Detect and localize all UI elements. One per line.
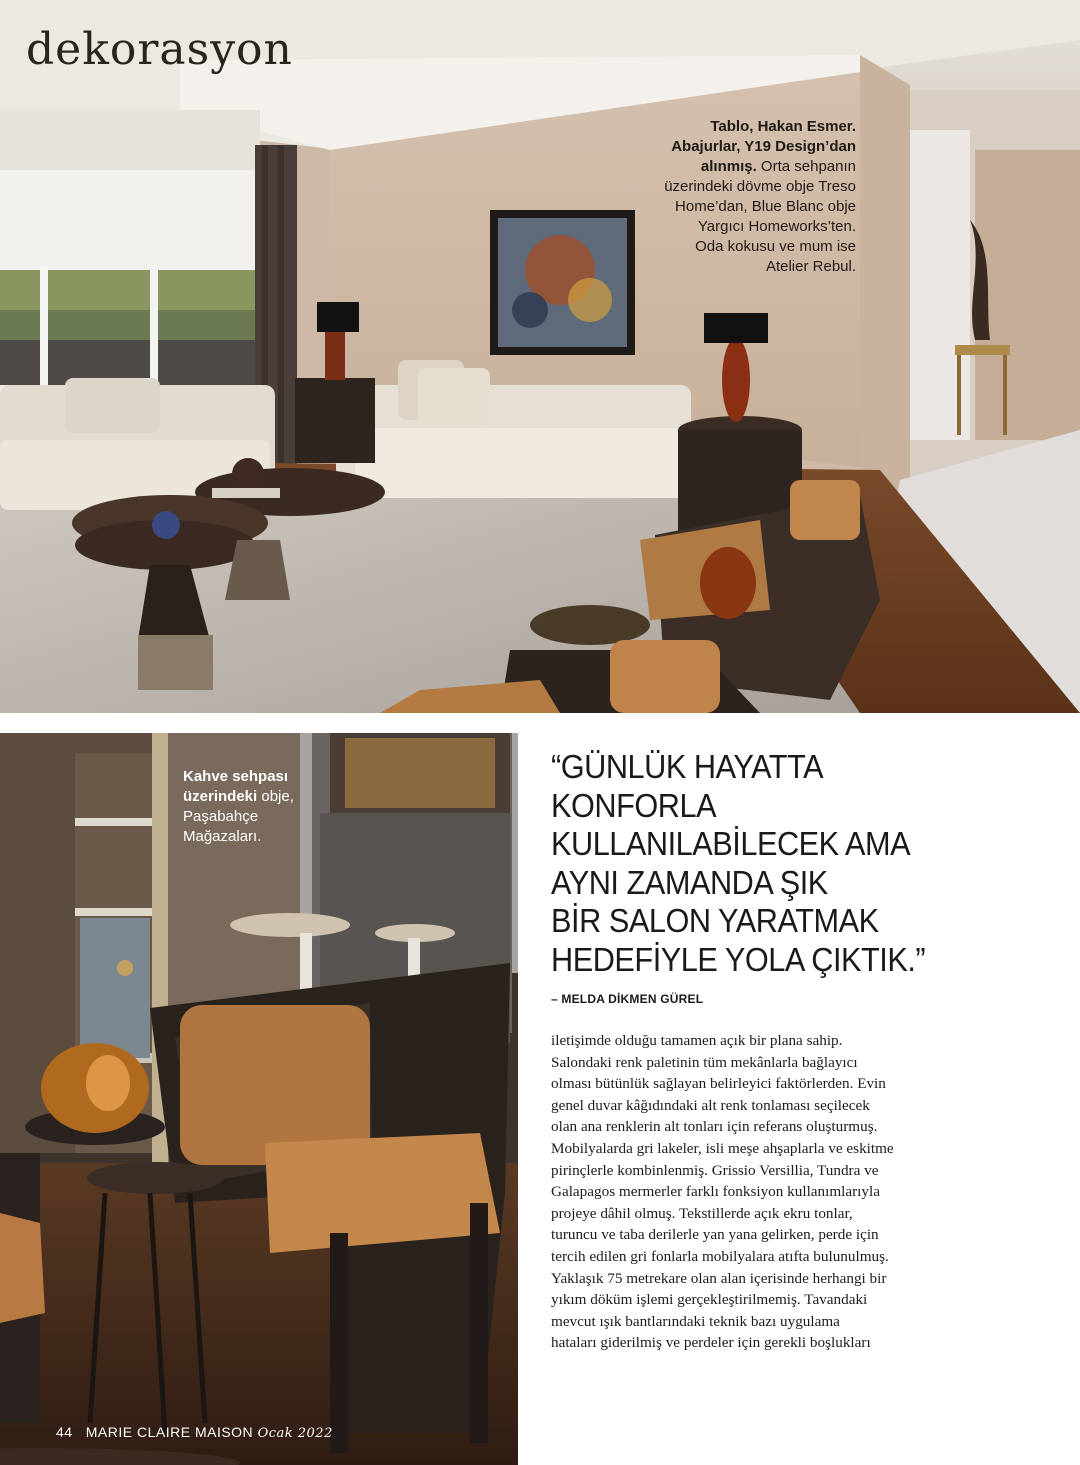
pull-quote xyxy=(551,748,1016,979)
bottom-caption-regular-3: Mağazaları. xyxy=(183,828,262,845)
quote-line: KULLANILABİLECEK AMA xyxy=(551,825,911,862)
body-line: hataları giderilmiş ve perdeler için gerekli boşlukları xyxy=(551,1334,871,1352)
body-line: mevcut ışık bantlarındaki teknik bazı uygulama xyxy=(551,1312,840,1330)
article-body xyxy=(551,1030,951,1354)
caption-bold-line-1: Tablo, Hakan Esmer. xyxy=(710,118,856,135)
bottom-caption-regular-1: obje, xyxy=(257,788,294,805)
caption-line-8: Oda kokusu ve mum ise xyxy=(695,238,856,255)
quote-author: – MELDA DİKMEN GÜREL xyxy=(551,992,704,1006)
caption-bold-line-3: alınmış. xyxy=(700,158,757,175)
living-room-photo xyxy=(0,0,1080,713)
bottom-caption-bold-2: üzerindeki xyxy=(183,788,258,805)
quote-line: KONFORLA xyxy=(551,786,717,824)
caption-line-4: Orta sehpanın xyxy=(756,158,856,175)
magazine-name: MARIE CLAIRE MAISON xyxy=(85,1424,254,1440)
body-line: yıkım döküm işlemi gerçekleştirilmemiş. Tavandaki xyxy=(551,1291,868,1309)
top-photo-caption xyxy=(616,117,856,277)
caption-line-9: Atelier Rebul. xyxy=(765,258,856,275)
bottom-caption-bold-1: Kahve sehpası xyxy=(183,768,289,785)
bottom-photo-caption xyxy=(183,767,333,847)
body-line: pirinçlerle kombinlenmiş. Grissio Versillia, Tundra ve xyxy=(551,1161,879,1179)
body-line: olan ana renklerin alt tonları için referans oluşturmuş. xyxy=(551,1118,878,1136)
caption-line-6: Home’dan, Blue Blanc obje xyxy=(675,198,856,215)
quote-line: BİR SALON YARATMAK xyxy=(551,902,879,939)
caption-line-7: Yargıcı Homeworks’ten. xyxy=(697,218,856,235)
quote-line: AYNI ZAMANDA ŞIK xyxy=(551,863,828,901)
body-line: genel duvar kâğıdındaki alt renk tonlaması seçilecek xyxy=(551,1096,870,1114)
body-line: iletişimde olduğu tamamen açık bir plana sahip. xyxy=(551,1032,843,1049)
quote-line: “GÜNLÜK HAYATTA xyxy=(551,748,824,785)
caption-bold-line-2: Abajurlar, Y19 Design’dan xyxy=(671,138,856,155)
page-folio xyxy=(56,1424,333,1441)
section-label: dekorasyon xyxy=(26,24,293,75)
living-room-illustration xyxy=(0,0,1080,713)
body-line: turuncu ve taba derilerle yan yana gelirken, perde için xyxy=(551,1226,879,1244)
quote-line: HEDEFİYLE YOLA ÇIKTIK.” xyxy=(551,940,926,978)
body-line: Galapagos mermerler farklı fonksiyon kullanımlarıyla xyxy=(551,1183,880,1201)
body-line: olması bütünlük sağlayan belirleyici faktörlerden. Evin xyxy=(551,1075,886,1093)
body-line: Mobilyalarda gri lakeler, isli meşe ahşaplarla ve eskitme xyxy=(551,1139,894,1157)
body-line: projeye dâhil olmuş. Tekstillerde açık ekru tonlar, xyxy=(551,1204,853,1222)
bottom-caption-regular-2: Paşabahçe xyxy=(183,808,259,825)
caption-line-5: üzerindeki dövme obje Treso xyxy=(664,178,856,195)
body-line: tercih edilen gri fonlarla mobilyalara atıfta bulunulmuş. xyxy=(551,1247,889,1265)
issue-date: Ocak 2022 xyxy=(257,1426,333,1441)
body-line: Salondaki renk paletinin tüm mekânlarla bağlayıcı xyxy=(551,1053,858,1071)
page-number: 44 xyxy=(56,1424,73,1440)
body-line: Yaklaşık 75 metrekare olan alan içerisinde herhangi bir xyxy=(551,1269,887,1287)
